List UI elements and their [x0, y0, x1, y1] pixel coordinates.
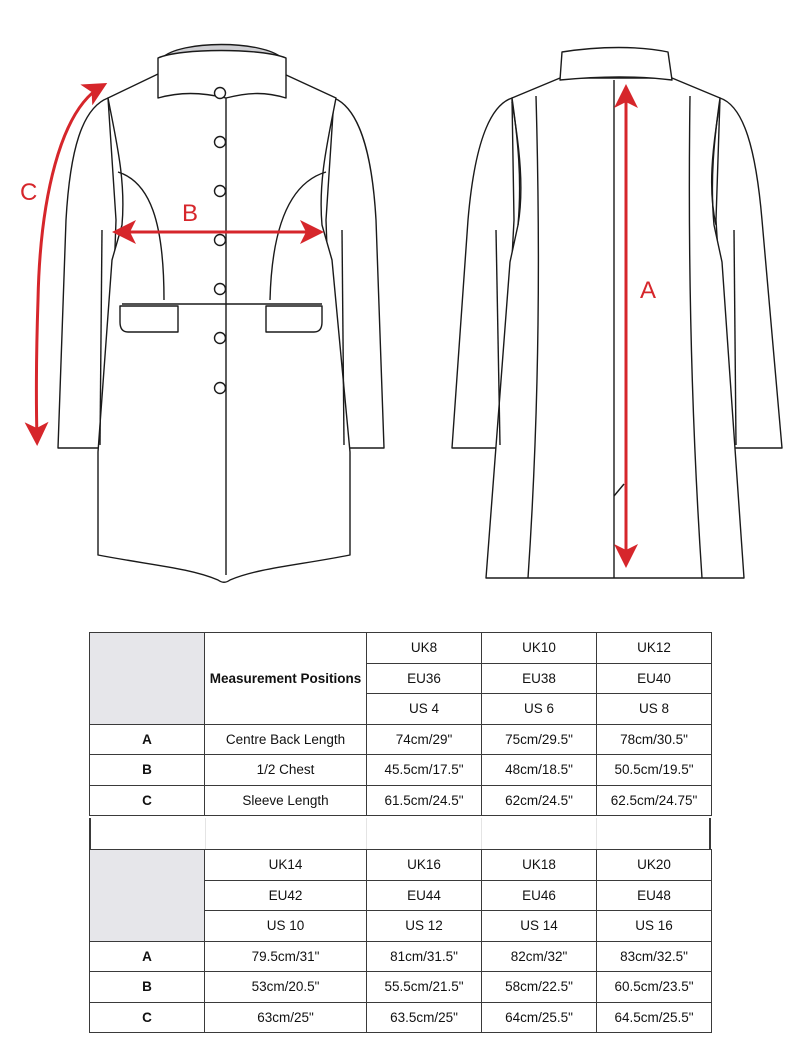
measurement-value: 74cm/29" — [367, 724, 482, 755]
measurement-value: 64cm/25.5" — [482, 1002, 597, 1033]
back-body — [486, 78, 744, 578]
measurement-name: Sleeve Length — [205, 785, 367, 816]
measurement-value: 62.5cm/24.75" — [597, 785, 712, 816]
size-eu: EU48 — [597, 880, 712, 911]
position-label: A — [90, 724, 205, 755]
size-us: US 4 — [367, 694, 482, 725]
size-us: US 10 — [205, 911, 367, 942]
size-us: US 16 — [597, 911, 712, 942]
table2-corner — [90, 850, 205, 942]
measurement-value: 50.5cm/19.5" — [597, 755, 712, 786]
back-collar — [560, 48, 672, 81]
measurement-value: 61.5cm/24.5" — [367, 785, 482, 816]
size-us: US 6 — [482, 694, 597, 725]
measurement-value: 53cm/20.5" — [205, 972, 367, 1003]
measurement-value: 78cm/30.5" — [597, 724, 712, 755]
measurement-value: 48cm/18.5" — [482, 755, 597, 786]
measurement-value: 62cm/24.5" — [482, 785, 597, 816]
size-uk: UK8 — [367, 633, 482, 664]
size-eu: EU44 — [367, 880, 482, 911]
marker-c: C — [20, 179, 38, 206]
table-row — [90, 1002, 712, 1033]
size-uk: UK18 — [482, 850, 597, 881]
button — [215, 235, 226, 246]
measurement-value: 75cm/29.5" — [482, 724, 597, 755]
position-label: C — [90, 785, 205, 816]
measurement-value: 58cm/22.5" — [482, 972, 597, 1003]
front-right-pocket — [266, 306, 322, 332]
size-uk: UK16 — [367, 850, 482, 881]
measurement-name: Centre Back Length — [205, 724, 367, 755]
measurement-value: 63cm/25" — [205, 1002, 367, 1033]
table1-corner — [90, 633, 205, 725]
size-uk: UK14 — [205, 850, 367, 881]
measurement-value: 64.5cm/25.5" — [597, 1002, 712, 1033]
button — [215, 333, 226, 344]
measurement-value: 55.5cm/21.5" — [367, 972, 482, 1003]
measurement-value: 81cm/31.5" — [367, 941, 482, 972]
table-row — [90, 941, 712, 972]
button — [215, 137, 226, 148]
size-eu: EU46 — [482, 880, 597, 911]
size-us: US 12 — [367, 911, 482, 942]
coat-front-drawing — [58, 45, 384, 583]
front-left-pocket — [120, 306, 178, 332]
position-label: A — [90, 941, 205, 972]
button — [215, 88, 226, 99]
position-label: B — [90, 755, 205, 786]
measurement-value: 60.5cm/23.5" — [597, 972, 712, 1003]
position-label: B — [90, 972, 205, 1003]
position-label: C — [90, 1002, 205, 1033]
size-eu: EU42 — [205, 880, 367, 911]
measurement-value: 82cm/32" — [482, 941, 597, 972]
measurement-value: 83cm/32.5" — [597, 941, 712, 972]
marker-b: B — [182, 200, 199, 227]
button — [215, 284, 226, 295]
size-uk: UK10 — [482, 633, 597, 664]
measurement-value: 79.5cm/31" — [205, 941, 367, 972]
size-table-1 — [89, 632, 712, 816]
table-spacer-row — [89, 818, 711, 849]
size-eu: EU38 — [482, 663, 597, 694]
coat-back-drawing — [452, 48, 782, 579]
table-row — [90, 724, 712, 755]
size-table-2 — [89, 849, 712, 1033]
size-eu: EU40 — [597, 663, 712, 694]
marker-a: A — [640, 277, 657, 304]
size-uk: UK12 — [597, 633, 712, 664]
size-uk: UK20 — [597, 850, 712, 881]
table-row — [90, 972, 712, 1003]
measurement-name: 1/2 Chest — [205, 755, 367, 786]
measurement-value: 45.5cm/17.5" — [367, 755, 482, 786]
size-eu: EU36 — [367, 663, 482, 694]
button — [215, 383, 226, 394]
table-row — [90, 785, 712, 816]
size-us: US 14 — [482, 911, 597, 942]
measurement-positions-header: Measurement Positions — [205, 633, 367, 725]
measurement-value: 63.5cm/25" — [367, 1002, 482, 1033]
size-us: US 8 — [597, 694, 712, 725]
table-row — [90, 755, 712, 786]
button — [215, 186, 226, 197]
